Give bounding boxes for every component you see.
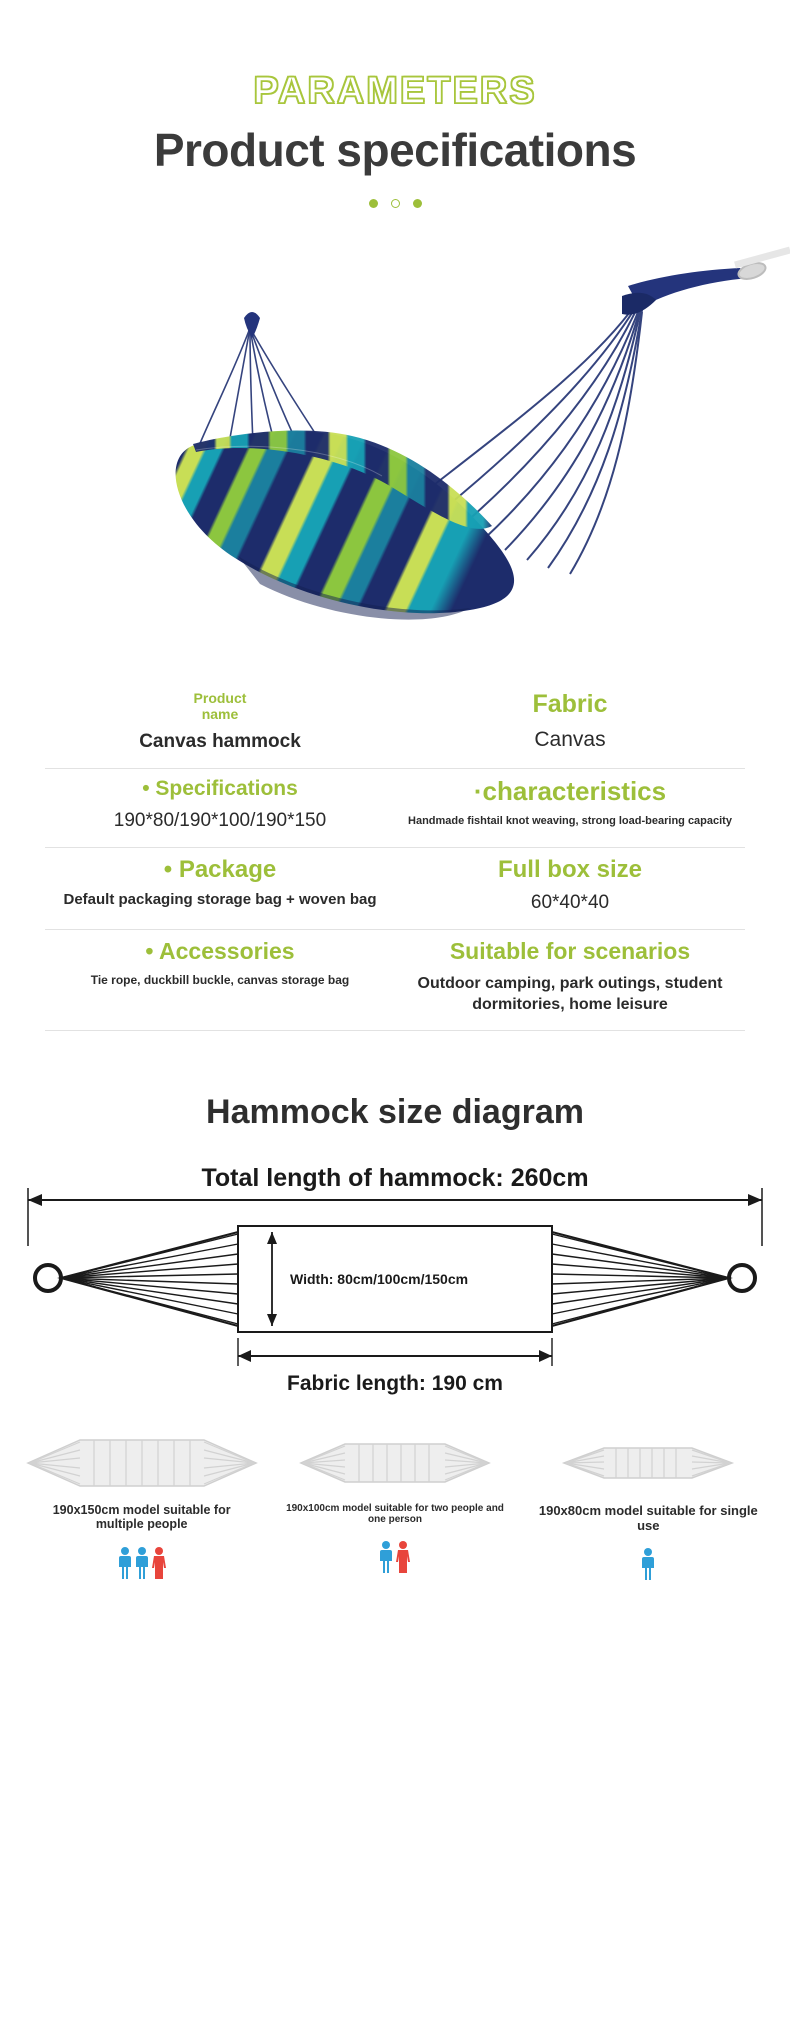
spec-value-full-box-size: 60*40*40 — [530, 892, 610, 914]
spec-value-characteristics: Handmade fishtail knot weaving, strong load-bearing capacity — [408, 814, 732, 827]
people-icons-100 — [268, 1534, 521, 1574]
page-header — [0, 0, 790, 208]
page-title: Product specifications — [153, 124, 637, 176]
fabric-length-label: Fabric length: 190 cm — [287, 1371, 503, 1395]
people-icons-150 — [15, 1540, 268, 1580]
model-190x80 — [522, 1432, 775, 1582]
spec-row-product-name — [45, 682, 745, 769]
width-label: Width: 80cm/100cm/150cm — [290, 1270, 469, 1287]
spec-label-scenarios: Suitable for scenarios — [449, 938, 691, 965]
carousel-dots[interactable] — [0, 199, 790, 208]
spec-label-fabric: Fabric — [532, 689, 608, 718]
carousel-dot-1[interactable] — [369, 199, 378, 208]
model-190x100 — [268, 1432, 521, 1582]
person-icon-red — [152, 1546, 166, 1580]
spec-value-package: Default packaging storage bag + woven bag — [63, 891, 377, 909]
spec-label-full-box-size: Full box size — [497, 855, 643, 883]
carousel-dot-3[interactable] — [413, 199, 422, 208]
spec-label-product-name: Product name — [193, 689, 247, 722]
hammock-illustration — [0, 238, 790, 638]
person-icon-blue — [379, 1540, 393, 1574]
hammock-dimensions-drawing — [0, 1166, 790, 1426]
spec-cell-scenarios — [395, 938, 745, 1016]
spec-row-accessories — [45, 930, 745, 1031]
spec-label-characteristics: ·characteristics — [473, 775, 667, 806]
size-diagram-title: Hammock size diagram — [206, 1092, 584, 1131]
eyebrow-parameters: PARAMETERS — [253, 70, 537, 112]
spec-cell-accessories — [45, 938, 395, 987]
carousel-dot-2[interactable] — [391, 199, 400, 208]
spec-cell-characteristics — [395, 777, 745, 829]
hammock-icon-80 — [558, 1432, 738, 1494]
spec-cell-product-name — [45, 690, 395, 754]
model-comparison-row — [15, 1432, 775, 1582]
spec-value-product-name: Canvas hammock — [139, 731, 301, 753]
person-icon-blue — [641, 1547, 655, 1581]
spec-cell-full-box-size — [395, 856, 745, 915]
total-length-label: Total length of hammock: 260cm — [201, 1165, 589, 1192]
people-icons-80 — [522, 1541, 775, 1581]
spec-value-accessories: Tie rope, duckbill buckle, canvas storage bag — [90, 972, 350, 987]
specifications-table — [45, 682, 745, 1031]
spec-value-scenarios: Outdoor camping, park outings, student dormitories, home leisure — [417, 974, 723, 1014]
spec-cell-fabric — [395, 690, 745, 753]
spec-value-fabric: Canvas — [534, 727, 606, 751]
spec-cell-package — [45, 856, 395, 910]
model-caption-80: 190x80cm model suitable for single use — [538, 1502, 758, 1534]
person-icon-red — [396, 1540, 410, 1574]
model-190x150 — [15, 1432, 268, 1582]
spec-label-accessories: • Accessories — [145, 938, 295, 965]
hammock-icon-100 — [295, 1432, 495, 1494]
person-icon-blue — [118, 1546, 132, 1580]
hammock-icon-150 — [22, 1432, 262, 1494]
spec-cell-specifications — [45, 777, 395, 833]
spec-row-package — [45, 848, 745, 930]
size-diagram — [0, 1166, 790, 1426]
person-icon-blue — [135, 1546, 149, 1580]
spec-label-package: • Package — [163, 855, 277, 883]
spec-label-specifications: • Specifications — [142, 776, 298, 800]
model-caption-100: 190x100cm model suitable for two people and one person — [286, 1502, 504, 1526]
spec-row-specifications — [45, 769, 745, 848]
spec-value-specifications: 190*80/190*100/190*150 — [113, 809, 327, 831]
hammock-product-photo — [0, 238, 790, 638]
model-caption-150: 190x150cm model suitable for multiple people — [52, 1502, 231, 1532]
